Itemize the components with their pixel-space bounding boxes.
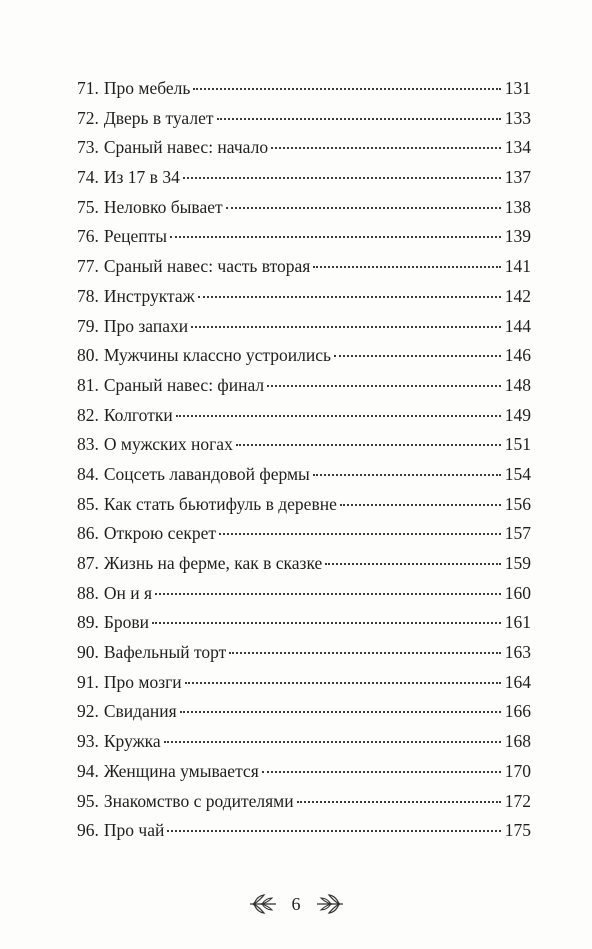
toc-dot-leader [164, 741, 501, 743]
toc-entry-page: 172 [504, 790, 531, 811]
toc-dot-leader [340, 504, 501, 506]
toc-entry-page: 131 [504, 78, 531, 98]
toc-dot-leader [219, 533, 501, 535]
toc-entry-number: 77. [77, 256, 99, 277]
toc-entry-number: 86. [77, 523, 99, 544]
toc-entry-number: 91. [77, 671, 99, 692]
toc-dot-leader [334, 355, 501, 357]
toc-entry-title: Соцсеть лавандовой фермы [103, 463, 310, 484]
toc-entry-number: 84. [77, 463, 99, 484]
toc-entry-title: Открою секрет [103, 523, 217, 544]
toc-entry [77, 136, 531, 166]
toc-entry-title: Как стать бьютифуль в деревне [103, 493, 337, 514]
toc-entry [77, 671, 531, 701]
toc-entry-page: 160 [504, 582, 531, 603]
toc-entry-title: Сраный навес: финал [103, 374, 265, 395]
toc-entry-number: 90. [77, 642, 99, 663]
toc-entry-number: 89. [77, 612, 99, 633]
toc-entry [77, 404, 531, 434]
toc-entry-number: 71. [77, 78, 99, 98]
toc-entry-title: Знакомство с родителями [103, 790, 294, 811]
toc-entry-page: 161 [504, 612, 531, 633]
toc-entry-title: Мужчины классно устроились [103, 345, 331, 366]
toc-dot-leader [180, 711, 501, 713]
toc-entry-title: Сраный навес: часть вторая [103, 256, 311, 277]
toc-entry-page: 156 [504, 493, 531, 514]
toc-entry-number: 72. [77, 107, 99, 128]
toc-dot-leader [297, 801, 501, 803]
toc-dot-leader [229, 652, 500, 654]
toc-entry-page: 146 [504, 345, 531, 366]
toc-dot-leader [325, 563, 500, 565]
toc-dot-leader [183, 177, 501, 179]
toc-dot-leader [193, 88, 500, 90]
toc-entry-title: Про мебель [103, 78, 191, 98]
toc-entry-number: 96. [77, 820, 99, 841]
toc-entry-number: 88. [77, 582, 99, 603]
toc-entry-title: Из 17 в 34 [103, 167, 180, 188]
toc-entry-number: 93. [77, 731, 99, 752]
toc-dot-leader [262, 771, 501, 773]
toc-entry-page: 164 [504, 671, 531, 692]
page-number: 6 [291, 893, 301, 914]
toc-entry-number: 85. [77, 493, 99, 514]
toc-entry [77, 730, 531, 760]
toc-entry-title: Инструктаж [103, 285, 195, 306]
toc-entry [77, 225, 531, 255]
toc-entry-title: Неловко бывает [103, 196, 223, 217]
toc-entry-title: Про чай [103, 820, 165, 841]
toc-entry [77, 463, 531, 493]
toc-entry [77, 493, 531, 523]
toc-entry-page: 166 [504, 701, 531, 722]
toc-entry [77, 77, 531, 107]
toc-entry-page: 170 [504, 760, 531, 781]
toc-entry-page: 142 [504, 285, 531, 306]
toc-entry-page: 133 [504, 107, 531, 128]
toc-entry [77, 255, 531, 285]
toc-entry-title: Вафельный торт [103, 642, 227, 663]
toc-entry [77, 196, 531, 226]
toc-dot-leader [170, 236, 501, 238]
toc-entry [77, 374, 531, 404]
toc-dot-leader [313, 474, 501, 476]
toc-entry [77, 552, 531, 582]
toc-entry [77, 344, 531, 374]
toc-entry-title: Жизнь на ферме, как в сказке [103, 553, 323, 573]
toc-entry [77, 760, 531, 790]
leaf-sprig-right-icon [315, 893, 345, 915]
leaf-sprig-left-icon [248, 893, 278, 915]
toc-entry-title: Сраный навес: начало [103, 137, 269, 158]
toc-entry-page: 175 [504, 820, 531, 841]
toc-entry [77, 522, 531, 552]
toc-entry [77, 819, 531, 849]
toc-entry-number: 92. [77, 701, 99, 722]
toc-entry-number: 73. [77, 137, 99, 158]
toc-entry-number: 74. [77, 167, 99, 188]
toc-dot-leader [198, 296, 501, 298]
toc-entry-number: 82. [77, 404, 99, 425]
toc-entry-title: Свидания [103, 701, 177, 722]
toc-entry [77, 315, 531, 345]
toc-dot-leader [152, 622, 501, 624]
toc-entry [77, 166, 531, 196]
toc-dot-leader [176, 415, 501, 417]
toc-dot-leader [185, 682, 501, 684]
toc-dot-leader [167, 830, 500, 832]
toc-entry [77, 582, 531, 612]
toc-entry-page: 151 [504, 434, 531, 455]
toc-entry [77, 611, 531, 641]
toc-dot-leader [236, 444, 501, 446]
toc-entry [77, 641, 531, 671]
toc-entry-title: Колготки [103, 404, 173, 425]
toc-entry-number: 75. [77, 196, 99, 217]
toc-entry [77, 790, 531, 820]
toc-dot-leader [271, 147, 501, 149]
toc-entry-page: 154 [504, 463, 531, 484]
toc-entry-title: Брови [103, 612, 150, 633]
toc-entry-page: 157 [504, 523, 531, 544]
toc-entry-page: 159 [504, 553, 531, 573]
toc-entry-page: 141 [504, 256, 531, 277]
toc-entry-number: 80. [77, 345, 99, 366]
toc-entry [77, 433, 531, 463]
toc-entry-title: Про запахи [103, 315, 189, 336]
toc-entry-title: Дверь в туалет [103, 107, 214, 128]
toc-entry-title: Кружка [103, 731, 161, 752]
toc-entry-number: 76. [77, 226, 99, 247]
toc-entry-title: Он и я [103, 582, 153, 603]
toc-entry-page: 139 [504, 226, 531, 247]
toc-dot-leader [155, 593, 501, 595]
page-footer [0, 893, 592, 915]
toc-entry-number: 79. [77, 315, 99, 336]
toc-entry [77, 285, 531, 315]
toc-entry-number: 78. [77, 285, 99, 306]
toc-entry-page: 168 [504, 731, 531, 752]
toc-entry-title: О мужских ногах [103, 434, 233, 455]
toc-dot-leader [191, 326, 501, 328]
toc-entry-page: 149 [504, 404, 531, 425]
toc-dot-leader [217, 118, 501, 120]
toc-entry-title: Про мозги [103, 671, 182, 692]
toc-dot-leader [313, 266, 500, 268]
toc-entry-page: 163 [504, 642, 531, 663]
toc-dot-leader [226, 207, 501, 209]
toc-entry-page: 144 [504, 315, 531, 336]
toc-entry-page: 137 [504, 167, 531, 188]
toc-entry-title: Женщина умывается [103, 760, 259, 781]
toc-entry [77, 700, 531, 730]
table-of-contents [77, 77, 531, 849]
toc-entry-number: 81. [77, 374, 99, 395]
toc-entry [77, 107, 531, 137]
toc-entry-page: 148 [504, 374, 531, 395]
toc-entry-page: 138 [504, 196, 531, 217]
toc-entry-page: 134 [504, 137, 531, 158]
toc-entry-number: 87. [77, 553, 99, 573]
toc-dot-leader [267, 385, 501, 387]
toc-entry-number: 95. [77, 790, 99, 811]
toc-entry-number: 94. [77, 760, 99, 781]
toc-entry-number: 83. [77, 434, 99, 455]
toc-entry-title: Рецепты [103, 226, 168, 247]
